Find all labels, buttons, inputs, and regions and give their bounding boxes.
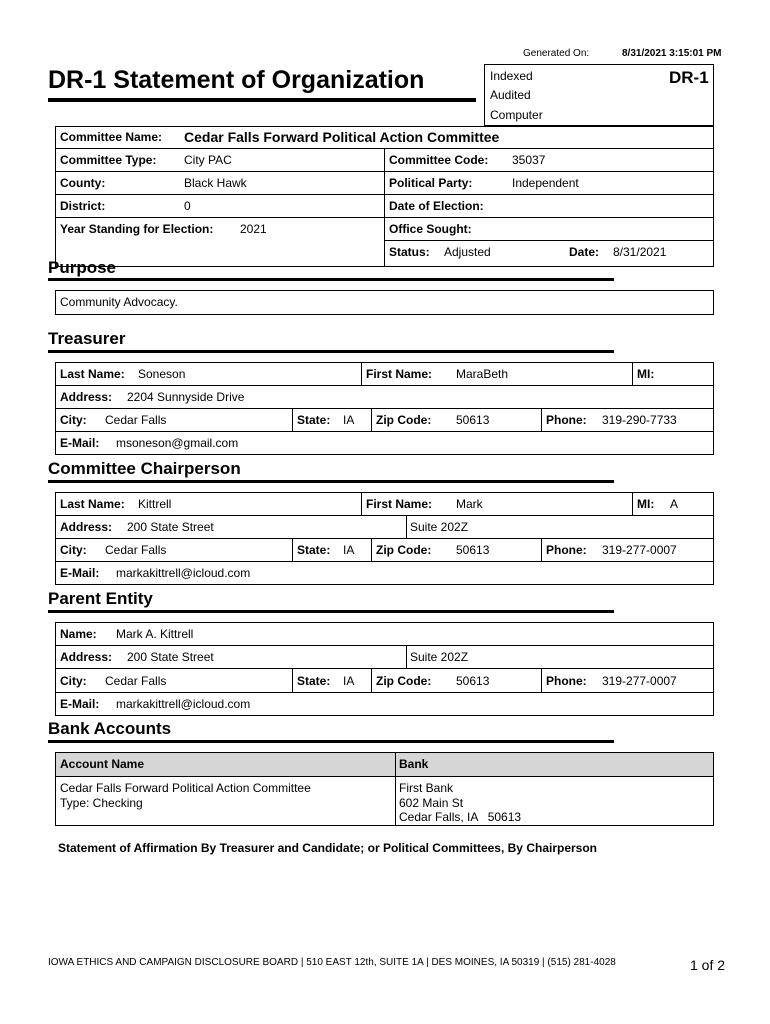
chair-state-label: State: xyxy=(297,543,331,557)
parent-address-label: Address: xyxy=(60,650,113,664)
political-party: Independent xyxy=(512,176,579,190)
year-standing-label: Year Standing for Election: xyxy=(60,222,214,236)
treasurer-address: 2204 Sunnyside Drive xyxy=(127,390,245,404)
purpose-heading: Purpose xyxy=(48,258,117,277)
parent-email-label: E-Mail: xyxy=(60,697,100,711)
bank-name: First Bank xyxy=(399,781,454,795)
audited-label: Audited xyxy=(490,88,531,102)
generated-label: Generated On: xyxy=(523,48,590,59)
affirmation-statement: Statement of Affirmation By Treasurer and Candidate; or Political Committees, By Chairperson xyxy=(58,841,597,855)
chair-last-label: Last Name: xyxy=(60,497,125,511)
parent-zip: 50613 xyxy=(456,674,490,688)
treasurer-email: msoneson@gmail.com xyxy=(116,436,239,450)
bank-col-bank: Bank xyxy=(399,757,429,771)
chair-city-label: City: xyxy=(60,543,87,557)
chair-zip: 50613 xyxy=(456,543,490,557)
treasurer-last-label: Last Name: xyxy=(60,367,125,381)
parent-name: Mark A. Kittrell xyxy=(116,627,194,641)
treasurer-email-label: E-Mail: xyxy=(60,436,100,450)
chair-phone: 319-277-0007 xyxy=(602,543,677,557)
treasurer-zip-label: Zip Code: xyxy=(376,413,432,427)
footer-agency: IOWA ETHICS AND CAMPAIGN DISCLOSURE BOARD | 510 EAST 12th, SUITE 1A | DES MOINES, IA 50319 | (515) 281-4028 xyxy=(48,957,616,968)
parent-name-label: Name: xyxy=(60,627,97,641)
chair-mi-label: MI: xyxy=(637,497,655,511)
page-title: DR-1 Statement of Organization xyxy=(48,66,425,94)
bank-account-name: Cedar Falls Forward Political Action Committee xyxy=(60,781,311,795)
chair-zip-label: Zip Code: xyxy=(376,543,432,557)
political-party-label: Political Party: xyxy=(389,176,473,190)
treasurer-mi-label: MI: xyxy=(637,367,655,381)
treasurer-first-label: First Name: xyxy=(366,367,433,381)
parent-email: markakittrell@icloud.com xyxy=(116,697,251,711)
parent-entity-heading: Parent Entity xyxy=(48,589,153,608)
chair-address: 200 State Street xyxy=(127,520,214,534)
purpose-text: Community Advocacy. xyxy=(60,295,178,309)
chair-first-label: First Name: xyxy=(366,497,433,511)
committee-name: Cedar Falls Forward Political Action Committee xyxy=(184,129,500,145)
county: Black Hawk xyxy=(184,176,247,190)
treasurer-state: IA xyxy=(343,413,355,427)
parent-city: Cedar Falls xyxy=(105,674,167,688)
treasurer-phone-label: Phone: xyxy=(546,413,587,427)
parent-zip-label: Zip Code: xyxy=(376,674,432,688)
treasurer-last: Soneson xyxy=(138,367,186,381)
status: Adjusted xyxy=(444,245,491,259)
parent-state: IA xyxy=(343,674,355,688)
chair-email: markakittrell@icloud.com xyxy=(116,566,251,580)
treasurer-state-label: State: xyxy=(297,413,331,427)
bank-table-header xyxy=(56,753,713,777)
committee-code: 35037 xyxy=(512,153,546,167)
chair-last: Kittrell xyxy=(138,497,172,511)
office-sought-label: Office Sought: xyxy=(389,222,472,236)
chair-mi: A xyxy=(670,497,679,511)
parent-phone-label: Phone: xyxy=(546,674,587,688)
treasurer-address-label: Address: xyxy=(60,390,113,404)
chair-first: Mark xyxy=(456,497,483,511)
bank-account-type: Type: Checking xyxy=(60,796,143,810)
bank-street: 602 Main St xyxy=(399,796,464,810)
committee-name-label: Committee Name: xyxy=(60,130,163,144)
chair-state: IA xyxy=(343,543,355,557)
generated-value: 8/31/2021 3:15:01 PM xyxy=(622,48,722,59)
bank-accounts-heading: Bank Accounts xyxy=(48,719,172,738)
treasurer-zip: 50613 xyxy=(456,413,490,427)
district: 0 xyxy=(184,199,191,213)
status-date-label: Date: xyxy=(569,245,600,259)
status-label: Status: xyxy=(389,245,430,259)
parent-state-label: State: xyxy=(297,674,331,688)
status-date: 8/31/2021 xyxy=(613,245,667,259)
election-date-label: Date of Election: xyxy=(389,199,484,213)
bank-col-account: Account Name xyxy=(60,757,145,771)
chair-address-label: Address: xyxy=(60,520,113,534)
chair-email-label: E-Mail: xyxy=(60,566,100,580)
treasurer-phone: 319-290-7733 xyxy=(602,413,677,427)
parent-phone: 319-277-0007 xyxy=(602,674,677,688)
chair-phone-label: Phone: xyxy=(546,543,587,557)
treasurer-first: MaraBeth xyxy=(456,367,509,381)
district-label: District: xyxy=(60,199,106,213)
form-code: DR-1 xyxy=(669,68,709,87)
indexed-label: Indexed xyxy=(490,69,533,83)
committee-type-label: Committee Type: xyxy=(60,153,157,167)
year-standing: 2021 xyxy=(240,222,267,236)
county-label: County: xyxy=(60,176,106,190)
page-number: 1 of 2 xyxy=(690,957,726,973)
committee-type: City PAC xyxy=(184,153,232,167)
bank-city: Cedar Falls, IA 50613 xyxy=(399,810,522,824)
parent-address: 200 State Street xyxy=(127,650,214,664)
computer-label: Computer xyxy=(490,108,543,122)
parent-city-label: City: xyxy=(60,674,87,688)
treasurer-heading: Treasurer xyxy=(48,329,126,348)
committee-code-label: Committee Code: xyxy=(389,153,489,167)
treasurer-city-label: City: xyxy=(60,413,87,427)
chair-city: Cedar Falls xyxy=(105,543,167,557)
chair-suite: Suite 202Z xyxy=(410,520,469,534)
chairperson-heading: Committee Chairperson xyxy=(48,459,241,478)
parent-suite: Suite 202Z xyxy=(410,650,469,664)
title-underline xyxy=(48,98,476,102)
treasurer-city: Cedar Falls xyxy=(105,413,167,427)
